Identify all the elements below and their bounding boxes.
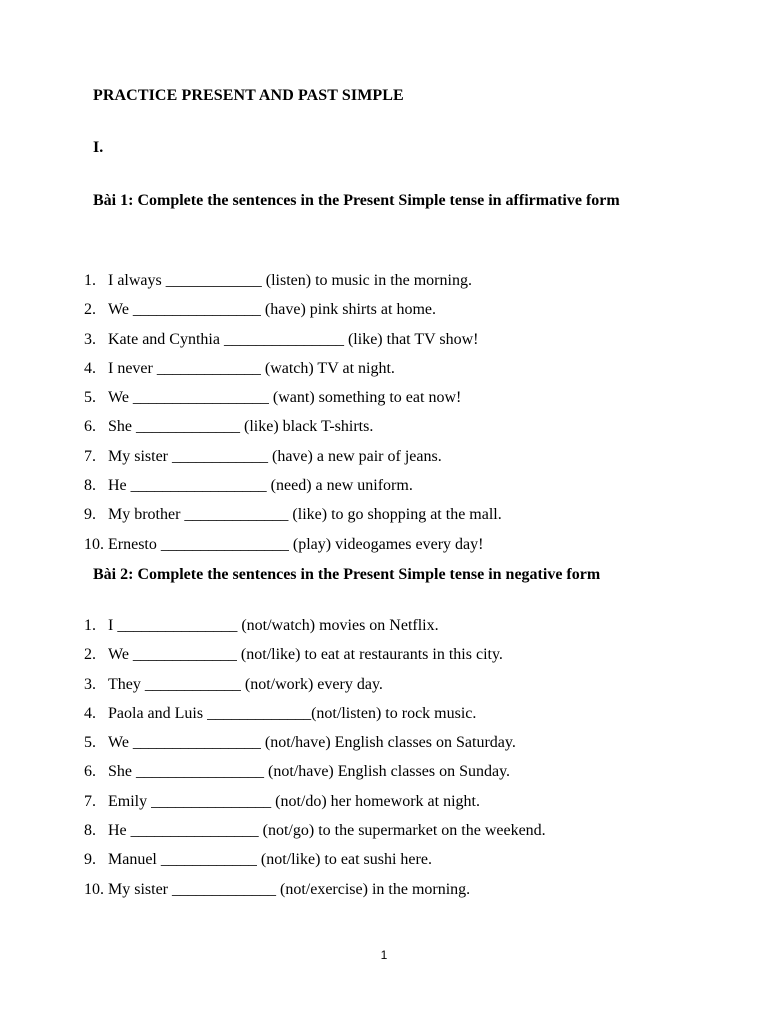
item-sentence: I never _____________ (watch) TV at night.	[108, 359, 395, 377]
item-sentence: We ________________ (not/have) English classes on Saturday.	[108, 734, 516, 752]
item-number: 9.	[84, 506, 96, 524]
item-number: 10.	[84, 535, 104, 553]
item-number: 3.	[84, 675, 96, 693]
item-sentence: My brother _____________ (like) to go shopping at the mall.	[108, 506, 502, 524]
item-number: 6.	[84, 763, 96, 781]
exercise-item	[84, 644, 546, 673]
exercise-item	[84, 270, 502, 299]
item-number: 3.	[84, 330, 96, 348]
exercise-item	[84, 703, 546, 732]
item-sentence: Manuel ____________ (not/like) to eat sushi here.	[108, 851, 432, 869]
exercise-item	[84, 732, 546, 761]
exercise-item	[84, 615, 546, 644]
item-number: 4.	[84, 704, 96, 722]
item-number: 8.	[84, 822, 96, 840]
exercise-item	[84, 358, 502, 387]
item-sentence: He _________________ (need) a new uniform.	[108, 477, 413, 495]
item-sentence: We _________________ (want) something to eat now!	[108, 389, 462, 407]
item-sentence: They ____________ (not/work) every day.	[108, 675, 383, 693]
exercise-item	[84, 879, 546, 908]
item-sentence: He ________________ (not/go) to the supermarket on the weekend.	[108, 822, 546, 840]
page-number: 1	[380, 948, 388, 962]
item-number: 2.	[84, 646, 96, 664]
exercise-item	[84, 849, 546, 878]
exercise-2-list	[84, 615, 546, 908]
item-sentence: She _____________ (like) black T-shirts.	[108, 418, 374, 436]
item-number: 4.	[84, 359, 96, 377]
exercise-1-heading: Bài 1: Complete the sentences in the Present Simple tense in affirmative form	[93, 192, 620, 209]
item-sentence: I _______________ (not/watch) movies on Netflix.	[108, 617, 439, 634]
exercise-item	[84, 329, 502, 358]
exercise-item	[84, 820, 546, 849]
exercise-item	[84, 475, 502, 504]
item-number: 9.	[84, 851, 96, 869]
item-sentence: My sister ____________ (have) a new pair of jeans.	[108, 447, 442, 465]
item-number: 1.	[84, 272, 96, 289]
exercise-item	[84, 791, 546, 820]
item-number: 2.	[84, 301, 96, 319]
item-sentence: Emily _______________ (not/do) her homework at night.	[108, 792, 480, 810]
section-number: I.	[93, 139, 104, 156]
item-number: 5.	[84, 389, 96, 407]
item-number: 6.	[84, 418, 96, 436]
exercise-item	[84, 504, 502, 533]
item-sentence: Paola and Luis _____________(not/listen) to rock music.	[108, 704, 477, 722]
exercise-item	[84, 446, 502, 475]
item-number: 1.	[84, 617, 96, 634]
exercise-item	[84, 299, 502, 328]
item-sentence: Kate and Cynthia _______________ (like) that TV show!	[108, 330, 479, 348]
exercise-item	[84, 674, 546, 703]
item-number: 5.	[84, 734, 96, 752]
document-title: PRACTICE PRESENT AND PAST SIMPLE	[93, 87, 404, 104]
item-sentence: We _____________ (not/like) to eat at restaurants in this city.	[108, 646, 503, 664]
item-sentence: She ________________ (not/have) English classes on Sunday.	[108, 763, 511, 781]
item-number: 8.	[84, 477, 96, 495]
exercise-item	[84, 416, 502, 445]
exercise-item	[84, 761, 546, 790]
item-number: 7.	[84, 792, 96, 810]
item-sentence: We ________________ (have) pink shirts at home.	[108, 301, 436, 319]
item-number: 10.	[84, 880, 104, 898]
item-sentence: My sister _____________ (not/exercise) in the morning.	[108, 880, 471, 898]
exercise-item	[84, 387, 502, 416]
item-sentence: I always ____________ (listen) to music in the morning.	[108, 272, 472, 289]
item-sentence: Ernesto ________________ (play) videogames every day!	[108, 535, 484, 553]
item-number: 7.	[84, 447, 96, 465]
exercise-2-heading: Bài 2: Complete the sentences in the Present Simple tense in negative form	[93, 566, 601, 583]
exercise-item	[84, 534, 502, 563]
exercise-1-list	[84, 270, 502, 563]
